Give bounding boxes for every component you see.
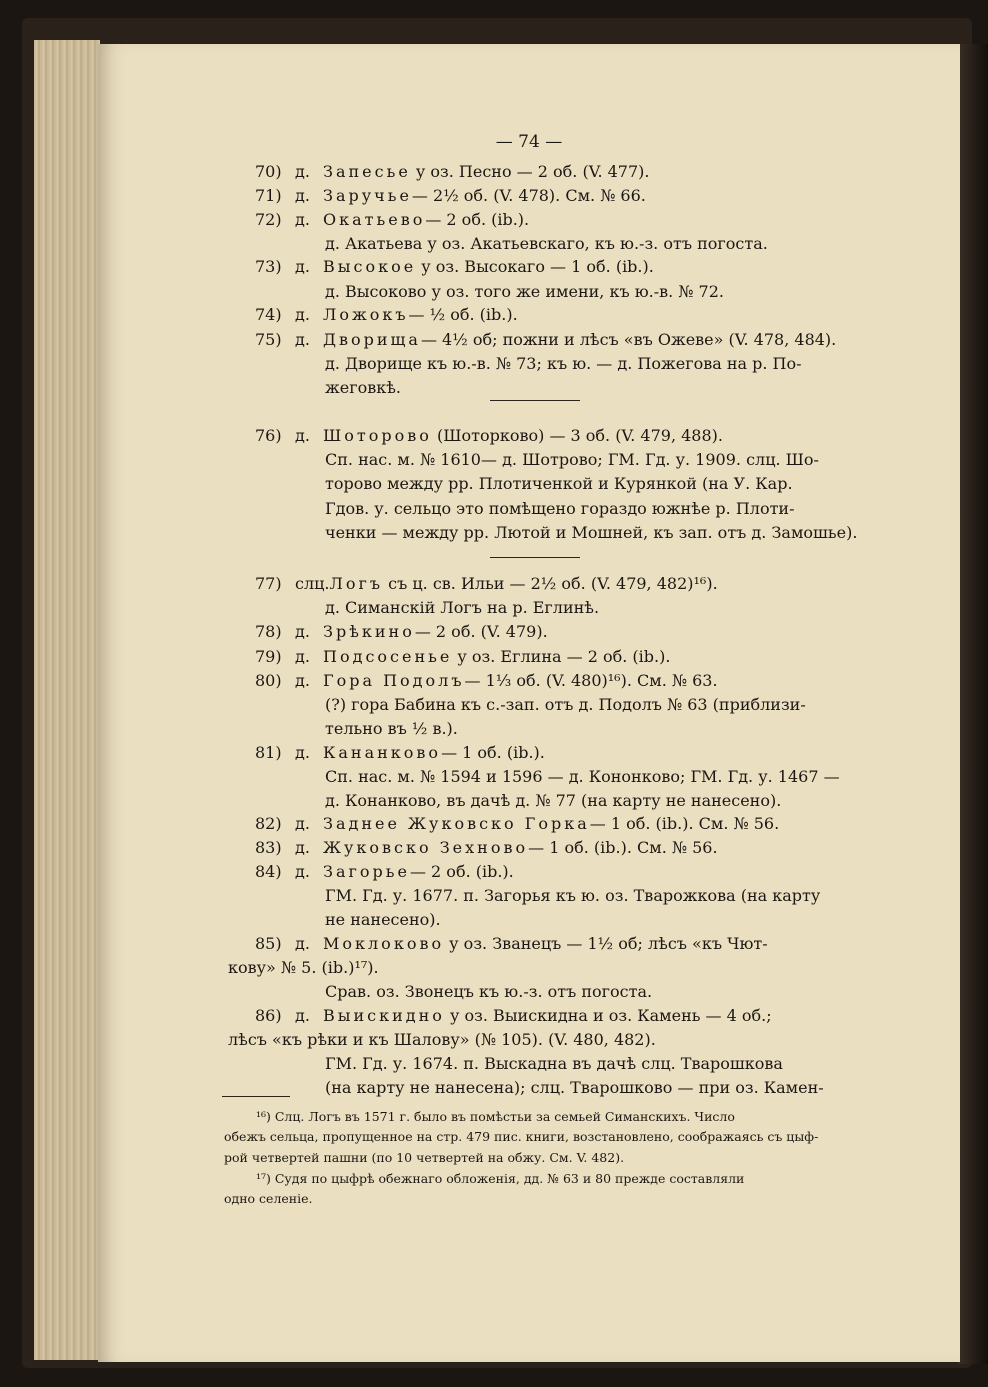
- facing-page-edge: [958, 44, 988, 1364]
- entry-number: 78): [255, 622, 282, 641]
- settlement-name: Кананково: [323, 743, 442, 762]
- entry-number: 71): [255, 186, 282, 205]
- entry-details: у оз. Песно — 2 об. (V. 477).: [410, 162, 650, 181]
- footnote-divider: [222, 1096, 290, 1097]
- settlement-type-label: д.: [295, 838, 310, 857]
- entry-number: 76): [255, 426, 282, 445]
- entry-details: — 1⅓ об. (V. 480)¹⁶). См. № 63.: [464, 671, 718, 690]
- settlement-type-label: д.: [295, 743, 310, 762]
- entry-line: [255, 935, 768, 953]
- entry-number: 75): [255, 330, 282, 349]
- settlement-name: Гора Подолъ: [323, 671, 465, 690]
- entry-line: [255, 258, 654, 276]
- entry-text: д. Дворище къ ю.-в. № 73; къ ю. — д. Пожегова на р. По-: [325, 354, 802, 373]
- entry-line: [255, 187, 646, 205]
- entry-details: — 2 об. (ib.).: [425, 210, 530, 229]
- entry-line: [255, 1007, 772, 1025]
- entry-text: Гдов. у. сельцо это помѣщено гораздо южнѣе р. Плоти-: [325, 499, 795, 518]
- entry-number: 73): [255, 257, 282, 276]
- settlement-type-label: д.: [295, 305, 310, 324]
- entry-line: [255, 672, 718, 690]
- entry-continuation-line: [325, 887, 820, 905]
- entry-continuation-line: [325, 524, 857, 542]
- entry-number: 77): [255, 574, 282, 593]
- entry-text: лѣсъ «къ рѣки и къ Шалову» (№ 105). (V. 480, 482).: [228, 1030, 656, 1049]
- entry-continuation-line: [325, 911, 441, 929]
- entry-line: [255, 623, 548, 641]
- section-divider: [490, 400, 580, 401]
- entry-details: — 2½ об. (V. 478). См. № 66.: [411, 186, 646, 205]
- entry-text: д. Конанково, въ дачѣ д. № 77 (на карту не нанесено).: [325, 791, 782, 810]
- entry-line: [255, 863, 514, 881]
- entry-details: — 4½ об; пожни и лѣсъ «въ Ожеве» (V. 478, 484).: [420, 330, 837, 349]
- settlement-type-label: д.: [295, 934, 310, 953]
- entry-details: у оз. Выискидна и оз. Камень — 4 об.;: [444, 1006, 772, 1025]
- footnote-line: ¹⁶) Слц. Логъ въ 1571 г. было въ помѣстьи за семьей Симанскихъ. Число: [256, 1109, 735, 1124]
- entry-continuation-line: [325, 475, 793, 493]
- settlement-name: Заднее Жуковско Горка: [323, 814, 590, 833]
- entry-line: [255, 744, 545, 762]
- entry-line: [255, 575, 718, 593]
- settlement-type-label: д.: [295, 814, 310, 833]
- settlement-type-label: д.: [295, 186, 310, 205]
- entry-details: — 1 об. (ib.). См. № 56.: [528, 838, 718, 857]
- settlement-name: Дворища: [323, 330, 421, 349]
- entry-text: ченки — между рр. Лютой и Мошней, къ зап. отъ д. Замошье).: [325, 523, 858, 542]
- entry-text: жеговкѣ.: [325, 378, 401, 397]
- settlement-type-label: д.: [295, 257, 310, 276]
- settlement-name: Логъ: [329, 574, 384, 593]
- settlement-name: Ложокъ: [323, 305, 409, 324]
- settlement-name: Выискидно: [323, 1006, 445, 1025]
- page-stack-edge: [34, 40, 100, 1360]
- entry-continuation-line: [325, 599, 599, 617]
- entry-continuation-line: [325, 235, 768, 253]
- entry-number: 86): [255, 1006, 282, 1025]
- settlement-name: Моклоково: [323, 934, 445, 953]
- settlement-type-label: д.: [295, 426, 310, 445]
- entry-continuation-line: [325, 983, 652, 1001]
- settlement-type-label: д.: [295, 162, 310, 181]
- entry-details: у оз. Еглина — 2 об. (ib.).: [452, 647, 671, 666]
- entry-text: ГМ. Гд. у. 1677. п. Загорья къ ю. оз. Тварожкова (на карту: [325, 886, 821, 905]
- entry-number: 80): [255, 671, 282, 690]
- entry-continuation-line: [325, 1079, 824, 1097]
- entry-details: у оз. Званецъ — 1½ об; лѣсъ «къ Чют-: [444, 934, 768, 953]
- entry-line: [255, 815, 779, 833]
- entry-number: 74): [255, 305, 282, 324]
- entry-line: [255, 648, 670, 666]
- book-page: [98, 44, 960, 1362]
- settlement-name: Шоторово: [323, 426, 432, 445]
- entry-continuation-line: [325, 500, 795, 518]
- entry-text: Срав. оз. Звонецъ къ ю.-з. отъ погоста.: [325, 982, 653, 1001]
- entry-text: д. Акатьева у оз. Акатьевскаго, къ ю.-з. отъ погоста.: [325, 234, 768, 253]
- page-number: — 74 —: [495, 132, 563, 152]
- entry-number: 70): [255, 162, 282, 181]
- entry-text: торово между рр. Плотиченкой и Курянкой (на У. Кар.: [325, 474, 793, 493]
- settlement-name: Зрѣкино: [323, 622, 415, 641]
- entry-line: [255, 839, 718, 857]
- entry-number: 82): [255, 814, 282, 833]
- settlement-name: Запесье: [323, 162, 411, 181]
- settlement-name: Загорье: [323, 862, 410, 881]
- footnote-line: одно селеніе.: [224, 1191, 313, 1206]
- entry-details: — 2 об. (V. 479).: [414, 622, 548, 641]
- entry-continuation-line: [325, 355, 802, 373]
- entry-continuation-line: [325, 1055, 783, 1073]
- entry-line: [255, 331, 836, 349]
- entry-text: (?) гора Бабина къ с.-зап. отъ д. Подолъ № 63 (приблизи-: [325, 695, 806, 714]
- entry-continuation-line: [325, 696, 806, 714]
- settlement-name: Подсосенье: [323, 647, 453, 666]
- footnote-line: рой четвертей пашни (по 10 четвертей на обжу. См. V. 482).: [224, 1150, 625, 1165]
- entry-number: 72): [255, 210, 282, 229]
- settlement-type-label: слц.: [295, 574, 330, 593]
- entry-continuation-line: [228, 1031, 656, 1049]
- entry-details: — 1 об. (ib.).: [441, 743, 545, 762]
- settlement-name: Высокое: [323, 257, 417, 276]
- entry-number: 79): [255, 647, 282, 666]
- entry-text: Сп. нас. м. № 1610— д. Шотрово; ГМ. Гд. у. 1909. слц. Шо-: [325, 450, 819, 469]
- settlement-name: Заручье: [323, 186, 412, 205]
- footnote-line: ¹⁷) Судя по цыфрѣ обежнаго обложенія, дд. № 63 и 80 прежде составляли: [256, 1171, 745, 1186]
- entry-text: (на карту не нанесена); слц. Тварошково — при оз. Камен-: [325, 1078, 824, 1097]
- entry-details: съ ц. св. Ильи — 2½ об. (V. 479, 482)¹⁶).: [383, 574, 718, 593]
- entry-details: — ½ об. (ib.).: [408, 305, 518, 324]
- settlement-type-label: д.: [295, 210, 310, 229]
- settlement-type-label: д.: [295, 671, 310, 690]
- entry-line: [255, 306, 518, 324]
- entry-details: (Шоторково) — 3 об. (V. 479, 488).: [431, 426, 723, 445]
- settlement-type-label: д.: [295, 622, 310, 641]
- entry-text: д. Симанскій Логъ на р. Еглинѣ.: [325, 598, 600, 617]
- entry-continuation-line: [325, 451, 819, 469]
- entry-number: 83): [255, 838, 282, 857]
- entry-line: [255, 427, 723, 445]
- settlement-name: Жуковско Зехново: [323, 838, 529, 857]
- entry-text: ГМ. Гд. у. 1674. п. Выскадна въ дачѣ слц. Тварошкова: [325, 1054, 783, 1073]
- entry-continuation-line: [325, 283, 724, 301]
- footnote-line: обежъ сельца, пропущенное на стр. 479 пис. книги, возстановлено, соображаясь съ цыф-: [224, 1129, 819, 1144]
- settlement-name: Окатьево: [323, 210, 426, 229]
- settlement-type-label: д.: [295, 647, 310, 666]
- entry-details: — 2 об. (ib.).: [409, 862, 514, 881]
- entry-continuation-line: [228, 959, 379, 977]
- settlement-type-label: д.: [295, 862, 310, 881]
- entry-line: [255, 211, 529, 229]
- entry-line: [255, 163, 650, 181]
- entry-text: не нанесено).: [325, 910, 441, 929]
- entry-text: тельно въ ½ в.).: [325, 719, 458, 738]
- entry-number: 85): [255, 934, 282, 953]
- entry-text: Сп. нас. м. № 1594 и 1596 — д. Кононково; ГМ. Гд. у. 1467 —: [325, 767, 840, 786]
- entry-text: кову» № 5. (ib.)¹⁷).: [228, 958, 379, 977]
- entry-details: у оз. Высокаго — 1 об. (ib.).: [416, 257, 654, 276]
- entry-text: д. Высоково у оз. того же имени, къ ю.-в. № 72.: [325, 282, 724, 301]
- entry-continuation-line: [325, 768, 840, 786]
- entry-continuation-line: [325, 379, 401, 397]
- entry-continuation-line: [325, 720, 458, 738]
- settlement-type-label: д.: [295, 330, 310, 349]
- entry-number: 81): [255, 743, 282, 762]
- section-divider: [490, 557, 580, 558]
- entry-details: — 1 об. (ib.). См. № 56.: [589, 814, 780, 833]
- settlement-type-label: д.: [295, 1006, 310, 1025]
- entry-number: 84): [255, 862, 282, 881]
- entry-continuation-line: [325, 792, 781, 810]
